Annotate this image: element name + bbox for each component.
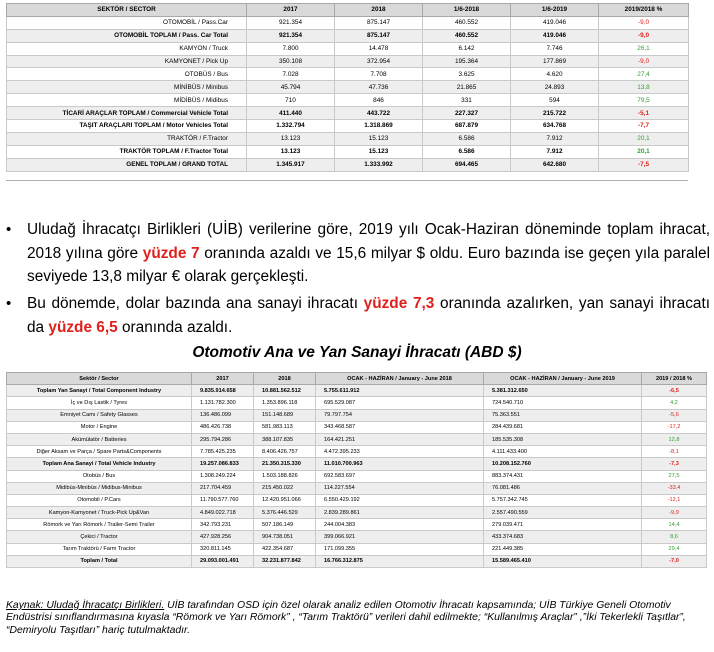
row-label: KAMYONET / Pick Up	[7, 55, 247, 68]
value-cell: 433.374.683	[484, 531, 642, 543]
row-label: MİNİBÜS / Minibus	[7, 81, 247, 94]
table-row	[7, 519, 707, 531]
value-cell: 13.123	[247, 145, 335, 158]
change-cell: -7,7	[599, 120, 689, 133]
vehicle-sales-table	[6, 3, 688, 172]
change-cell: 26,1	[599, 42, 689, 55]
change-cell: -7,0	[642, 555, 707, 567]
row-label: TİCARİ ARAÇLAR TOPLAM / Commercial Vehicle Total	[7, 107, 247, 120]
value-cell: 342.793.231	[192, 519, 254, 531]
row-label: TRAKTÖR / F.Tractor	[7, 132, 247, 145]
table-row	[7, 531, 707, 543]
value-cell: 1.333.992	[335, 158, 423, 171]
value-cell: 1.318.869	[335, 120, 423, 133]
value-cell: 1.308.249.224	[192, 470, 254, 482]
value-cell: 24.893	[511, 81, 599, 94]
bullet-text-segment: oranında azalırken, yan sanayi ihracatı da	[27, 295, 711, 336]
value-cell: 1.345.917	[247, 158, 335, 171]
change-cell: -9,0	[599, 29, 689, 42]
row-label: TRAKTÖR TOPLAM / F.Tractor Total	[7, 145, 247, 158]
table-row	[7, 482, 707, 494]
value-cell: 185.535.308	[484, 433, 642, 445]
change-cell: 13,8	[599, 81, 689, 94]
bullet-text-segment: Uludağ İhracatçı Birlikleri (UİB) verilerine göre, 2019 yılı Ocak-Haziran döneminde toplam ihracat, 2018 yılına göre	[27, 221, 710, 262]
table-row	[7, 446, 707, 458]
value-cell: 15.123	[335, 132, 423, 145]
value-cell: 5.755.611.912	[316, 385, 484, 397]
value-cell: 47.736	[335, 81, 423, 94]
value-cell: 295.794.286	[192, 433, 254, 445]
value-cell: 12.420.951.066	[254, 494, 316, 506]
change-cell: -9,9	[642, 507, 707, 519]
value-cell: 195.364	[423, 55, 511, 68]
table-row	[7, 494, 707, 506]
value-cell: 2.557.490.559	[484, 507, 642, 519]
bullet-dot: •	[6, 221, 12, 238]
value-cell: 6.586	[423, 132, 511, 145]
row-label: OTOBÜS / Bus	[7, 68, 247, 81]
value-cell: 10.208.152.760	[484, 458, 642, 470]
value-cell: 75.363.551	[484, 409, 642, 421]
value-cell: 883.374.431	[484, 470, 642, 482]
bullet-text	[27, 218, 710, 289]
export-table-heading: Otomotiv Ana ve Yan Sanayi İhracatı (ABD $)	[192, 344, 522, 361]
change-cell: 12,8	[642, 433, 707, 445]
value-cell: 15.123	[335, 145, 423, 158]
value-cell: 6.142	[423, 42, 511, 55]
change-cell: -7,3	[642, 458, 707, 470]
value-cell: 634.768	[511, 120, 599, 133]
row-label: Tarım Traktörü / Farm Tractor	[7, 543, 192, 555]
change-cell: 27,4	[599, 68, 689, 81]
value-cell: 215.722	[511, 107, 599, 120]
row-label: MİDİBÜS / Midibus	[7, 94, 247, 107]
change-cell: -6,5	[642, 385, 707, 397]
change-cell: 8,6	[642, 531, 707, 543]
value-cell: 21.350.315.330	[254, 458, 316, 470]
change-cell: 20,1	[599, 132, 689, 145]
footnote-text: UİB tarafından OSD için özel olarak analiz edilen Otomotiv İhracatı kapsamında; UİB Türkiye Geneli Otomotiv Endüstrisi sınıflandırmasına kıyasla “Römork ve Yarı Römork” , “Tarım Traktörü” verileri dahil edilmekte; “Kullanılmış Araçlar” ,”İki Tekerlekli Taşıtlar”, “Demiryolu Taşıtları” hariç tutulmaktadır.	[6, 600, 686, 636]
value-cell: 4.849.022.718	[192, 507, 254, 519]
change-cell: -9,0	[599, 16, 689, 29]
value-cell: 443.722	[335, 107, 423, 120]
export-table-grid	[6, 372, 707, 568]
table-header-row	[7, 4, 689, 17]
value-cell: 921.354	[247, 16, 335, 29]
column-header: 2017	[247, 4, 335, 17]
value-cell: 642.680	[511, 158, 599, 171]
change-cell: -7,5	[599, 158, 689, 171]
bullet-dot: •	[6, 295, 12, 312]
row-label: Akümülatör / Batteries	[7, 433, 192, 445]
column-header: 2019/2018 %	[599, 4, 689, 17]
table-row	[7, 120, 689, 133]
table-row	[7, 555, 707, 567]
value-cell: 10.881.562.512	[254, 385, 316, 397]
value-cell: 13.123	[247, 132, 335, 145]
row-label: Emniyet Camı / Safety Glasses	[7, 409, 192, 421]
value-cell: 581.983.113	[254, 421, 316, 433]
change-cell: 27,5	[642, 470, 707, 482]
value-cell: 372.954	[335, 55, 423, 68]
highlighted-percentage: yüzde 7,3	[363, 295, 435, 312]
value-cell: 694.465	[423, 158, 511, 171]
value-cell: 11.010.700.963	[316, 458, 484, 470]
value-cell: 7.912	[511, 132, 599, 145]
source-label: Kaynak: Uludağ İhracatçı Birlikleri.	[6, 600, 165, 611]
highlighted-percentage: yüzde 6,5	[48, 318, 118, 336]
table-header-row	[7, 373, 707, 385]
row-label: Toplam Yan Sanayi / Total Component Industry	[7, 385, 192, 397]
table-row	[7, 409, 707, 421]
value-cell: 724.540.710	[484, 397, 642, 409]
table-row	[7, 29, 689, 42]
bullet-text-segment: Bu dönemde, dolar bazında ana sanayi ihracatı	[27, 295, 364, 312]
row-label: İç ve Dış Lastik / Tyres	[7, 397, 192, 409]
table-row	[7, 81, 689, 94]
value-cell: 331	[423, 94, 511, 107]
value-cell: 594	[511, 94, 599, 107]
column-header: Sektör / Sector	[7, 373, 192, 385]
value-cell: 19.257.086.833	[192, 458, 254, 470]
table-row	[7, 55, 689, 68]
row-label: Otobüs / Bus	[7, 470, 192, 482]
row-label: OTOMOBİL TOPLAM / Pass. Car Total	[7, 29, 247, 42]
value-cell: 411.440	[247, 107, 335, 120]
value-cell: 4.111.433.400	[484, 446, 642, 458]
value-cell: 320.811.145	[192, 543, 254, 555]
value-cell: 79.797.754	[316, 409, 484, 421]
value-cell: 114.227.554	[316, 482, 484, 494]
value-cell: 388.107.835	[254, 433, 316, 445]
value-cell: 217.704.459	[192, 482, 254, 494]
value-cell: 343.468.587	[316, 421, 484, 433]
export-table	[6, 372, 706, 568]
row-label: Otomobil / P.Cars	[7, 494, 192, 506]
row-label: Toplam / Total	[7, 555, 192, 567]
table-row	[7, 16, 689, 29]
table-row	[7, 145, 689, 158]
value-cell: 1.332.794	[247, 120, 335, 133]
value-cell: 350.108	[247, 55, 335, 68]
change-cell: 4,2	[642, 397, 707, 409]
value-cell: 687.879	[423, 120, 511, 133]
value-cell: 5.381.312.650	[484, 385, 642, 397]
value-cell: 177.869	[511, 55, 599, 68]
value-cell: 45.794	[247, 81, 335, 94]
value-cell: 710	[247, 94, 335, 107]
change-cell: -5,1	[599, 107, 689, 120]
row-label: Römork ve Yarı Römork / Trailer-Semi Trailer	[7, 519, 192, 531]
row-label: OTOMOBİL / Pass.Car	[7, 16, 247, 29]
column-header: SEKTÖR / SECTOR	[7, 4, 247, 17]
value-cell: 460.552	[423, 16, 511, 29]
column-header: 1/6-2019	[511, 4, 599, 17]
value-cell: 7.912	[511, 145, 599, 158]
value-cell: 4.620	[511, 68, 599, 81]
value-cell: 4.472.395.233	[316, 446, 484, 458]
value-cell: 875.147	[335, 16, 423, 29]
table-row	[7, 397, 707, 409]
value-cell: 221.449.385	[484, 543, 642, 555]
row-label: TAŞIT ARAÇLARI TOPLAM / Motor Vehicles Total	[7, 120, 247, 133]
value-cell: 6.586	[423, 145, 511, 158]
value-cell: 279.039.471	[484, 519, 642, 531]
value-cell: 29.093.001.491	[192, 555, 254, 567]
value-cell: 486.426.738	[192, 421, 254, 433]
value-cell: 427.928.256	[192, 531, 254, 543]
value-cell: 422.354.687	[254, 543, 316, 555]
change-cell: 29,4	[642, 543, 707, 555]
value-cell: 7.746	[511, 42, 599, 55]
value-cell: 16.766.312.875	[316, 555, 484, 567]
table-row	[7, 68, 689, 81]
value-cell: 32.231.877.842	[254, 555, 316, 567]
value-cell: 1.131.782.300	[192, 397, 254, 409]
value-cell: 5.757.342.745	[484, 494, 642, 506]
bullet-text-segment: oranında azaldı ve 15,6 milyar $ oldu. Euro bazında ise geçen yıla paralel seviyede 13,8 milyar € olarak gerçekleşti.	[27, 244, 711, 285]
table-row	[7, 158, 689, 171]
table-row	[7, 42, 689, 55]
value-cell: 15.589.465.410	[484, 555, 642, 567]
value-cell: 419.046	[511, 29, 599, 42]
column-header: OCAK - HAZİRAN / January - June 2018	[316, 373, 484, 385]
value-cell: 9.835.914.658	[192, 385, 254, 397]
table-row	[7, 385, 707, 397]
change-cell: -17,2	[642, 421, 707, 433]
value-cell: 7.800	[247, 42, 335, 55]
column-header: 1/6-2018	[423, 4, 511, 17]
value-cell: 171.099.355	[316, 543, 484, 555]
highlighted-percentage: yüzde 7	[142, 244, 200, 262]
value-cell: 14.478	[335, 42, 423, 55]
table-row	[7, 421, 707, 433]
column-header: 2017	[192, 373, 254, 385]
table-row	[7, 433, 707, 445]
row-label: GENEL TOPLAM / GRAND TOTAL	[7, 158, 247, 171]
value-cell: 244.004.383	[316, 519, 484, 531]
value-cell: 7.785.425.235	[192, 446, 254, 458]
table-row	[7, 470, 707, 482]
row-label: Motor / Engine	[7, 421, 192, 433]
table-row	[7, 132, 689, 145]
value-cell: 164.421.251	[316, 433, 484, 445]
value-cell: 921.354	[247, 29, 335, 42]
value-cell: 875.147	[335, 29, 423, 42]
vehicle-sales-table-grid	[6, 3, 689, 172]
value-cell: 904.738.051	[254, 531, 316, 543]
value-cell: 3.625	[423, 68, 511, 81]
column-header: 2019 / 2018 %	[642, 373, 707, 385]
source-footnote	[6, 600, 706, 637]
table-row	[7, 94, 689, 107]
value-cell: 284.439.681	[484, 421, 642, 433]
value-cell: 7.028	[247, 68, 335, 81]
value-cell: 1.353.896.118	[254, 397, 316, 409]
column-header: 2018	[254, 373, 316, 385]
value-cell: 692.583.697	[316, 470, 484, 482]
row-label: Çekici / Tractor	[7, 531, 192, 543]
table-row	[7, 507, 707, 519]
change-cell: -33,4	[642, 482, 707, 494]
value-cell: 215.450.022	[254, 482, 316, 494]
value-cell: 21.865	[423, 81, 511, 94]
change-cell: 14,4	[642, 519, 707, 531]
value-cell: 2.839.289.861	[316, 507, 484, 519]
value-cell: 11.790.577.760	[192, 494, 254, 506]
value-cell: 227.327	[423, 107, 511, 120]
column-header: 2018	[335, 4, 423, 17]
change-cell: -8,1	[642, 446, 707, 458]
bullet-text-segment: oranında azaldı.	[117, 318, 233, 336]
change-cell: 20,1	[599, 145, 689, 158]
value-cell: 419.046	[511, 16, 599, 29]
value-cell: 8.406.426.757	[254, 446, 316, 458]
value-cell: 7.708	[335, 68, 423, 81]
value-cell: 5.376.446.529	[254, 507, 316, 519]
value-cell: 76.081.486	[484, 482, 642, 494]
column-header: OCAK - HAZİRAN / January - June 2019	[484, 373, 642, 385]
change-cell: -9,0	[599, 55, 689, 68]
row-label: Midibüs-Minibüs / Midibus-Minibus	[7, 482, 192, 494]
table-row	[7, 107, 689, 120]
row-label: KAMYON / Truck	[7, 42, 247, 55]
change-cell: 79,5	[599, 94, 689, 107]
value-cell: 846	[335, 94, 423, 107]
value-cell: 695.529.087	[316, 397, 484, 409]
value-cell: 6.550.429.192	[316, 494, 484, 506]
value-cell: 136.486.099	[192, 409, 254, 421]
value-cell: 399.066.921	[316, 531, 484, 543]
table-row	[7, 458, 707, 470]
change-cell: -5,6	[642, 409, 707, 421]
row-label: Kamyon-Kamyonet / Truck-Pick Up&Van	[7, 507, 192, 519]
value-cell: 507.186.149	[254, 519, 316, 531]
section-divider	[6, 180, 688, 181]
row-label: Toplam Ana Sanayi / Total Vehicle Industry	[7, 458, 192, 470]
change-cell: -12,1	[642, 494, 707, 506]
value-cell: 460.552	[423, 29, 511, 42]
bullet-text	[27, 292, 710, 339]
row-label: Diğer Aksam ve Parça / Spare Parts&Components	[7, 446, 192, 458]
table-row	[7, 543, 707, 555]
value-cell: 1.503.188.826	[254, 470, 316, 482]
value-cell: 151.148.689	[254, 409, 316, 421]
